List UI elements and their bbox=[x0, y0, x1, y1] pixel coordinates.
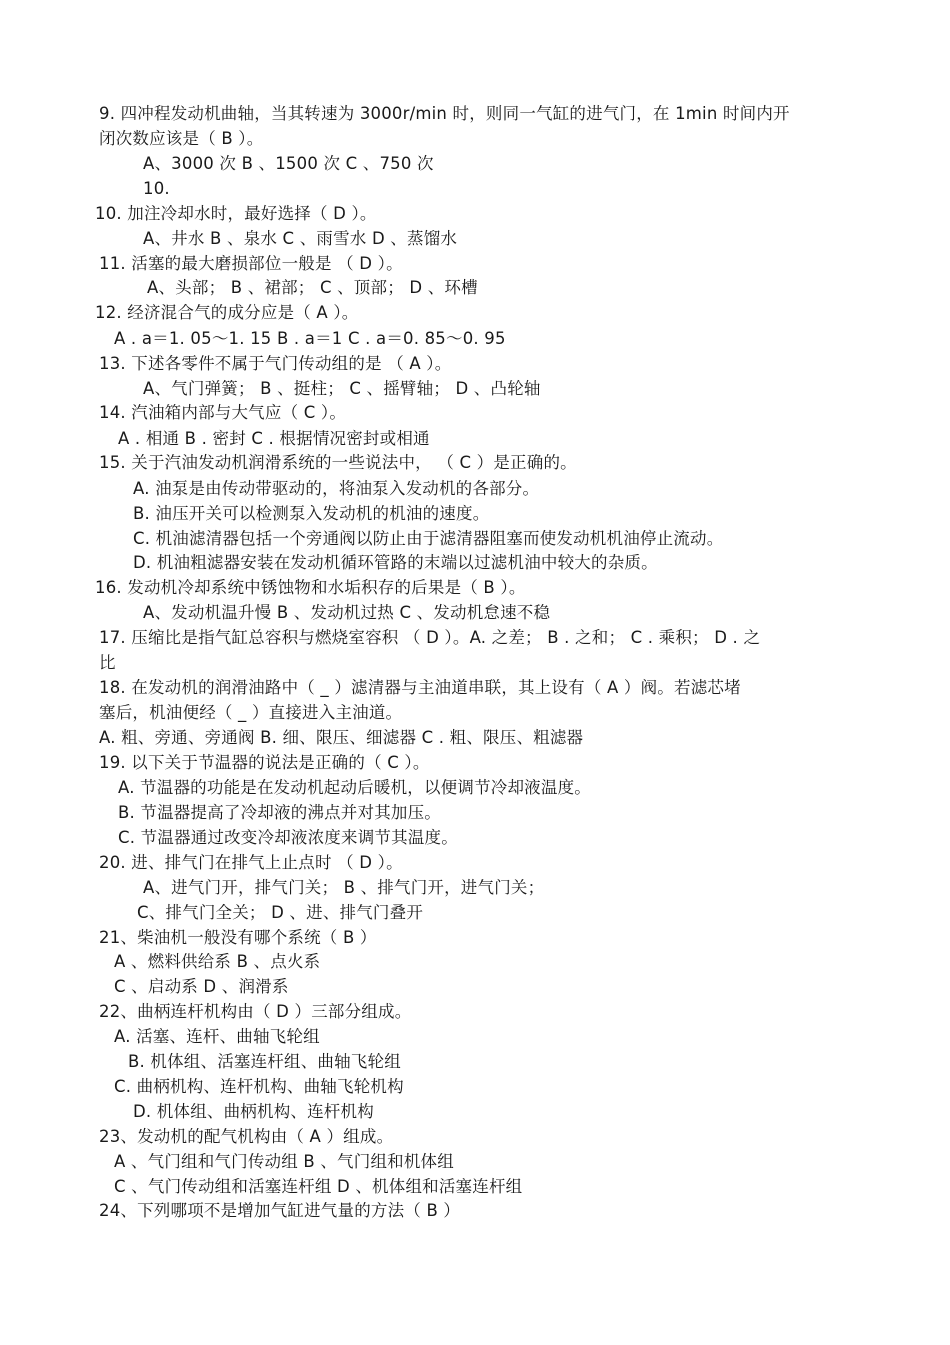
question-14: 14. 汽油箱内部与大气应（ C ）。 bbox=[99, 403, 347, 422]
question-9-options: A、3000 次 B 、1500 次 C 、750 次 bbox=[143, 154, 434, 173]
question-16: 16. 发动机冷却系统中锈蚀物和水垢积存的后果是（ B ）。 bbox=[95, 578, 526, 597]
question-20-options-ab: A、进气门开，排气门关； B 、排气门开，进气门关； bbox=[143, 878, 545, 897]
question-20: 20. 进、排气门在排气上止点时 （ D ）。 bbox=[99, 853, 403, 872]
question-22-option-c: C. 曲柄机构、连杆机构、曲轴飞轮机构 bbox=[114, 1077, 404, 1096]
question-21: 21、柴油机一般没有哪个系统（ B ） bbox=[99, 928, 377, 947]
question-21-options-cd: C 、启动系 D 、润滑系 bbox=[114, 977, 289, 996]
question-24: 24、下列哪项不是增加气缸进气量的方法（ B ） bbox=[99, 1201, 461, 1220]
question-13-options: A、气门弹簧； B 、挺柱； C 、摇臂轴； D 、凸轮轴 bbox=[143, 379, 541, 398]
question-18-line-1: 18. 在发动机的润滑油路中（ _ ）滤清器与主油道串联，其上设有（ A ）阀。若滤芯堵 bbox=[99, 678, 741, 697]
question-13: 13. 下述各零件不属于气门传动组的是 （ A ）。 bbox=[99, 354, 452, 373]
question-18-options: A. 粗、旁通、旁通阀 B. 细、限压、细滤器 C . 粗、限压、粗滤器 bbox=[99, 728, 584, 747]
question-23-options-ab: A 、气门组和气门传动组 B 、气门组和机体组 bbox=[114, 1152, 454, 1171]
question-21-options-ab: A 、燃料供给系 B 、点火系 bbox=[114, 952, 321, 971]
question-23-options-cd: C 、气门传动组和活塞连杆组 D 、机体组和活塞连杆组 bbox=[114, 1177, 523, 1196]
question-9-line-2: 闭次数应该是（ B ）。 bbox=[99, 129, 264, 148]
question-16-options: A、发动机温升慢 B 、发动机过热 C 、发动机怠速不稳 bbox=[143, 603, 551, 622]
question-9-line-1: 9. 四冲程发动机曲轴，当其转速为 3000r/min 时，则同一气缸的进气门，在 1min 时间内开 bbox=[99, 104, 790, 123]
stray-number-10: 10. bbox=[143, 179, 170, 198]
question-15-option-a: A. 油泵是由传动带驱动的，将油泵入发动机的各部分。 bbox=[133, 479, 540, 498]
question-23: 23、发动机的配气机构由（ A ）组成。 bbox=[99, 1127, 394, 1146]
question-11: 11. 活塞的最大磨损部位一般是 （ D ）。 bbox=[99, 254, 403, 273]
question-18-line-2: 塞后，机油便经（ _ ）直接进入主油道。 bbox=[99, 703, 403, 722]
question-19-option-a: A. 节温器的功能是在发动机起动后暖机，以便调节冷却液温度。 bbox=[118, 778, 591, 797]
question-14-options: A . 相通 B . 密封 C . 根据情况密封或相通 bbox=[118, 429, 430, 448]
question-19: 19. 以下关于节温器的说法是正确的（ C ）。 bbox=[99, 753, 430, 772]
question-22-option-d: D. 机体组、曲柄机构、连杆机构 bbox=[133, 1102, 374, 1121]
question-12-options: A . a＝1. 05～1. 15 B . a＝1 C . a＝0. 85～0. 95 bbox=[114, 329, 506, 348]
question-15-option-b: B. 油压开关可以检测泵入发动机的机油的速度。 bbox=[133, 504, 490, 523]
question-19-option-c: C. 节温器通过改变冷却液浓度来调节其温度。 bbox=[118, 828, 458, 847]
question-17-line-2: 比 bbox=[99, 653, 116, 672]
question-22-option-a: A. 活塞、连杆、曲轴飞轮组 bbox=[114, 1027, 320, 1046]
question-11-options: A、头部； B 、裙部； C 、顶部； D 、环槽 bbox=[147, 278, 478, 297]
question-10: 10. 加注冷却水时，最好选择（ D ）。 bbox=[95, 204, 377, 223]
question-20-options-cd: C、排气门全关； D 、进、排气门叠开 bbox=[137, 903, 424, 922]
question-15-option-c: C. 机油滤清器包括一个旁通阀以防止由于滤清器阻塞而使发动机机油停止流动。 bbox=[133, 529, 724, 548]
question-22-option-b: B. 机体组、活塞连杆组、曲轴飞轮组 bbox=[128, 1052, 401, 1071]
question-19-option-b: B. 节温器提高了冷却液的沸点并对其加压。 bbox=[118, 803, 442, 822]
question-15: 15. 关于汽油发动机润滑系统的一些说法中， （ C ）是正确的。 bbox=[99, 453, 577, 472]
question-22: 22、曲柄连杆机构由（ D ）三部分组成。 bbox=[99, 1002, 412, 1021]
question-10-options: A、井水 B 、泉水 C 、雨雪水 D 、蒸馏水 bbox=[143, 229, 458, 248]
question-17-line-1: 17. 压缩比是指气缸总容积与燃烧室容积 （ D ）。A. 之差； B . 之和； C . 乘积； D . 之 bbox=[99, 628, 761, 647]
question-12: 12. 经济混合气的成分应是（ A ）。 bbox=[95, 303, 359, 322]
question-15-option-d: D. 机油粗滤器安装在发动机循环管路的末端以过滤机油中较大的杂质。 bbox=[133, 553, 658, 572]
